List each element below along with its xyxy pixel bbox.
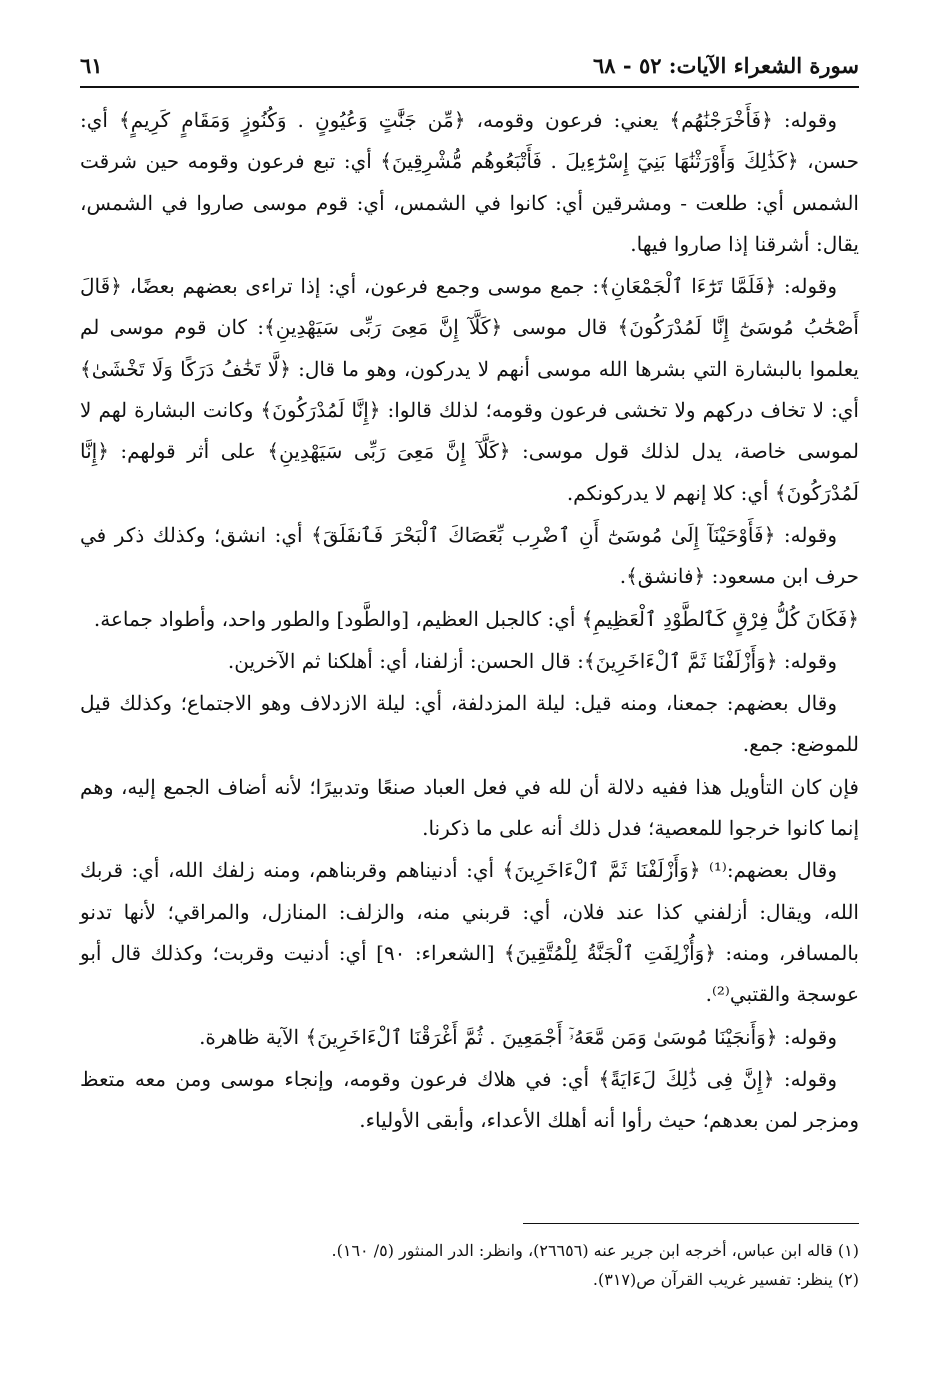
footnotes [80, 1236, 859, 1294]
page-header [80, 38, 859, 78]
paragraph: وقال بعضهم: جمعنا، ومنه قيل: ليلة المزدلفة، أي: ليلة الازدلاف وهو الاجتماع؛ وكذلك قيل للموضع: جمع. [80, 691, 859, 757]
paragraph: وقوله: ﴿فَأَخْرَجْنَٰهُم﴾ يعني: فرعون وقومه، ﴿مِّن جَنَّٰتٍ وَعُيُونٍ . وَكُنُوزٍ وَمَقَامٍ كَرِيمٍ﴾ أي: حسن، ﴿كَذَٰلِكَ وَأَوْرَثْنَٰهَا بَنِيٓ إِسْرَٰٓءِيلَ . فَأَتْبَعُوهُم مُّشْرِقِينَ﴾ أي: تبع فرعون وقومه حين شرقت الشمس أي: طلعت - ومشرقين أي: كانوا في الشمس، أي: قوم موسى صاروا في الشمس، يقال: أشرقنا إذا صاروا فيها. [80, 108, 859, 256]
paragraph: وقوله: ﴿وَأَزْلَفْنَا ثَمَّ ٱلْءَاخَرِينَ﴾: قال الحسن: أزلفنا، أي: أهلكنا ثم الآخرين. [227, 648, 837, 673]
paragraph: فإن كان التأويل هذا ففيه دلالة أن لله في فعل العباد صنعًا وتدبيرًا؛ لأنه أضاف الجمع إليه، وهم إنما كانوا خرجوا للمعصية؛ فدل ذلك أنه على ما ذكرنا. [80, 774, 859, 841]
header-divider [80, 86, 859, 88]
main-text [80, 100, 859, 1142]
paragraph: وقوله: ﴿فَلَمَّا تَرَٰٓءَا ٱلْجَمْعَانِ﴾: جمع موسى وجمع فرعون، أي: إذا تراءى بعضهم بعضًا، ﴿قَالَ أَصْحَٰبُ مُوسَىٰٓ إِنَّا لَمُدْرَكُونَ﴾ قال موسى ﴿كَلَّآ إِنَّ مَعِىَ رَبِّى سَيَهْدِينِ﴾: كان قوم موسى لم يعلموا بالبشارة التي بشرها الله موسى أنهم لا يدركون، وهو ما قال: ﴿لَّا تَخَٰفُ دَرَكًا وَلَا تَخْشَىٰ﴾ أي: لا تخاف دركهم ولا تخشى فرعون وقومه؛ لذلك قالوا: ﴿إِنَّا لَمُدْرَكُونَ﴾ وكانت البشارة لهم لا لموسى خاصة، يدل لذلك قول موسى: ﴿كَلَّآ إِنَّ مَعِىَ رَبِّى سَيَهْدِينِ﴾ على أثر قولهم: ﴿إِنَّا لَمُدْرَكُونَ﴾ أي: كلا إنهم لا يدركونكم. [80, 274, 859, 505]
running-title: سورة الشعراء الآيات: ٥٢ - ٦٨ [593, 53, 859, 78]
paragraph: وقوله: ﴿وَأَنجَيْنَا مُوسَىٰ وَمَن مَّعَهُۥٓ أَجْمَعِينَ . ثُمَّ أَغْرَقْنَا ٱلْءَاخَرِينَ﴾ الآية ظاهرة. [199, 1024, 837, 1049]
paragraph: وقوله: ﴿فَأَوْحَيْنَآ إِلَىٰ مُوسَىٰٓ أَنِ ٱضْرِب بِّعَصَاكَ ٱلْبَحْرَ فَٱنفَلَقَ﴾ أي: انشق؛ وكذلك ذكر في حرف ابن مسعود: ﴿فانشق﴾. [80, 522, 859, 589]
footnote: (١) قاله ابن عباس، أخرجه ابن جرير عنه (٢٦٦٥٦)، وانظر: الدر المنثور (٥/ ١٦٠). [331, 1241, 859, 1260]
paragraph: وقال بعضهم:⁽¹⁾ ﴿وَأَزْلَفْنَا ثَمَّ ٱلْءَاخَرِينَ﴾ أي: أدنيناهم وقربناهم، ومنه زلفك الله، أي: قربك الله، ويقال: أزلفني كذا عند فلان، أي: قربني منه، والزلف: المنازل، والمراقي؛ لأنها تدنو بالمسافر، ومنه: ﴿وَأُزْلِفَتِ ٱلْجَنَّةُ لِلْمُتَّقِينَ﴾ [الشعراء: ٩٠] أي: أدنيت وقربت؛ وكذلك قال أبو عوسجة والقتبي⁽²⁾. [80, 858, 859, 1007]
footnote: (٢) ينظر: تفسير غريب القرآن ص(٣١٧). [592, 1270, 859, 1289]
page-number: ٦١ [80, 53, 103, 78]
paragraph: وقوله: ﴿إِنَّ فِى ذَٰلِكَ لَءَايَةً﴾ أي: في هلاك فرعون وقومه، وإنجاء موسى ومن معه متعظ ومزجر لمن بعدهم؛ حيث رأوا أنه أهلك الأعداء، وأبقى الأولياء. [80, 1066, 859, 1133]
paragraph: ﴿فَكَانَ كُلُّ فِرْقٍ كَٱلطَّوْدِ ٱلْعَظِيمِ﴾ أي: كالجبل العظيم، [والطَّود] والطور واحد، وأطواد جماعة. [93, 606, 859, 631]
footnote-divider [523, 1223, 859, 1224]
